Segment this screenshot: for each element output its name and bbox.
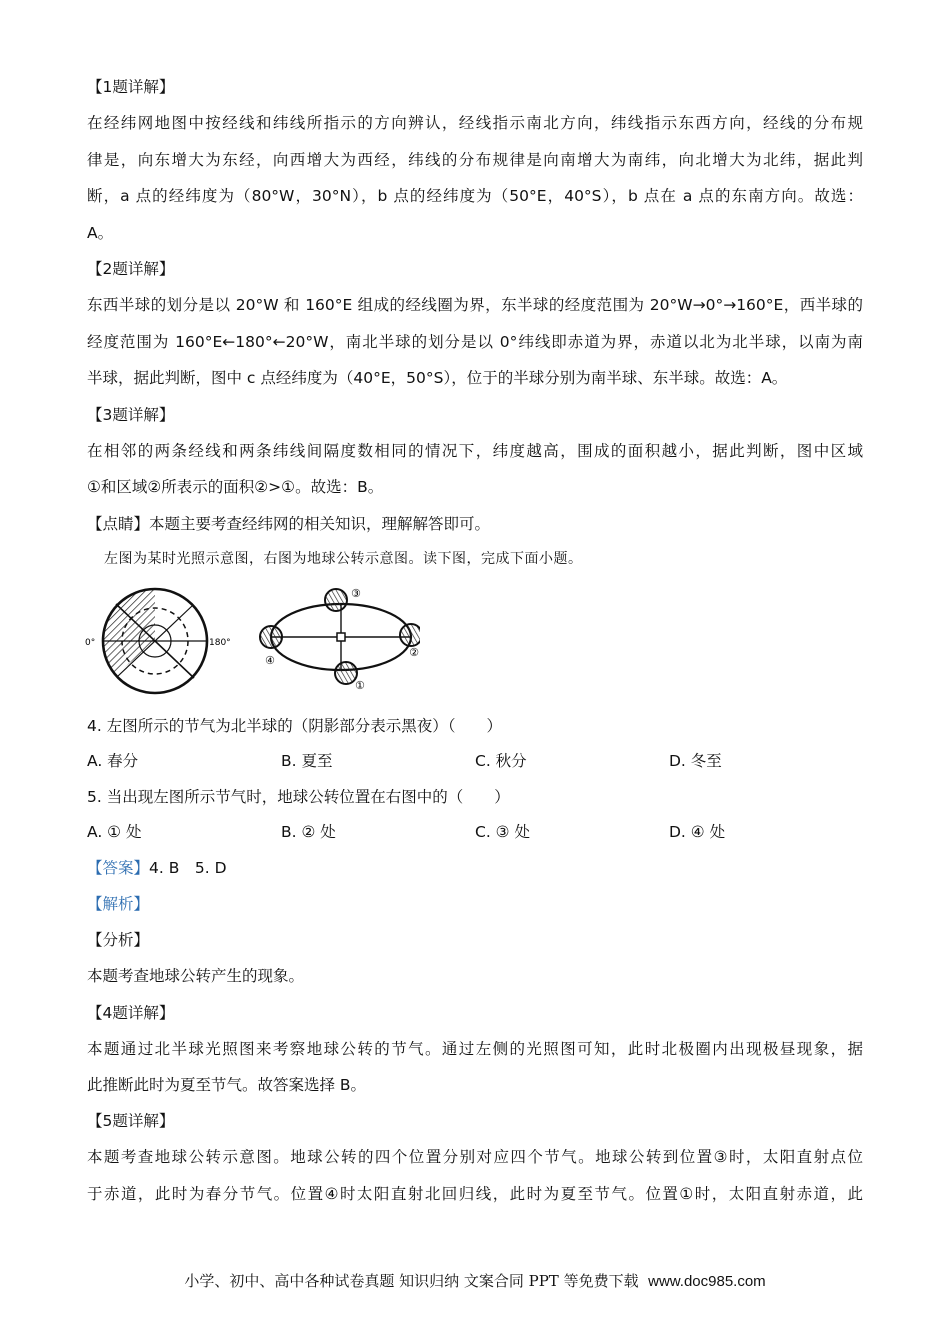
position-label: ① (355, 679, 365, 692)
earth-icon (335, 662, 357, 684)
sun-icon (337, 633, 345, 641)
paragraph-line: 律是，向东增大为东经，向西增大为西经，纬线的分布规律是向南增大为南纬，向北增大为北纬，据此判 (87, 151, 863, 169)
fenxi-label: 【分析】 (87, 931, 150, 949)
orbit-diagram (260, 587, 420, 692)
q5-option-a: A. ① 处 (87, 823, 142, 841)
q5-option-c: C. ③ 处 (475, 823, 530, 841)
paragraph-line: 半球，据此判断，图中 c 点经纬度为（40°E，50°S），位于的半球分别为南半球、东半球。故选：A。 (87, 369, 788, 387)
paragraph-line: 经度范围为 160°E←180°←20°W，南北半球的划分是以 0°纬线即赤道为界，赤道以北为北半球，以南为南 (87, 333, 863, 351)
heading-q1-detail: 【1题详解】 (87, 78, 175, 96)
paragraph-line: 东西半球的划分是以 20°W 和 160°E 组成的经线圈为界，东半球的经度范围为 20°W→0°→160°E，西半球的 (87, 296, 863, 314)
paragraph-line: A。 (87, 224, 114, 242)
night-shade (103, 589, 155, 675)
heading-q2-detail: 【2题详解】 (87, 260, 175, 278)
paragraph-line: ①和区域②所表示的面积②>①。故选：B。 (87, 478, 384, 496)
question-5: 5. 当出现左图所示节气时，地球公转位置在右图中的（ ） (87, 788, 510, 806)
paragraph-line: 在相邻的两条经线和两条纬线间隔度数相同的情况下，纬度越高，围成的面积越小，据此判断，图中区域 (87, 442, 863, 460)
earth-icon (325, 589, 347, 611)
answer-line (87, 858, 227, 878)
q4-option-d: D. 冬至 (669, 752, 722, 770)
page-footer (0, 1270, 950, 1291)
footer-site-link[interactable]: www.doc985.com (648, 1273, 766, 1290)
q5-option-b: B. ② 处 (281, 823, 336, 841)
fenxi-text: 本题考查地球公转产生的现象。 (87, 967, 305, 985)
illumination-diagram (85, 589, 231, 693)
paragraph-line: 本题考查地球公转示意图。地球公转的四个位置分别对应四个节气。地球公转到位置③时，太阳直射点位 (87, 1148, 863, 1166)
position-label: ② (409, 646, 419, 659)
dianjing-note: 【点睛】本题主要考查经纬网的相关知识，理解解答即可。 (87, 515, 491, 533)
position-label: ③ (351, 587, 361, 600)
paragraph-line: 于赤道，此时为春分节气。位置④时太阳直射北回归线，此时为夏至节气。位置①时，太阳直射赤道，此 (87, 1185, 863, 1203)
paragraph-line: 此推断此时为夏至节气。故答案选择 B。 (87, 1076, 367, 1094)
position-label: ④ (265, 654, 275, 667)
heading-q4-detail: 【4题详解】 (87, 1004, 175, 1022)
q4-option-a: A. 春分 (87, 752, 139, 770)
figure-illumination-and-orbit (85, 580, 420, 700)
earth-icon (400, 624, 420, 646)
q4-option-c: C. 秋分 (475, 752, 527, 770)
footer-text: 小学、初中、高中各种试卷真题 知识归纳 文案合同 PPT 等免费下载 (184, 1272, 639, 1290)
paragraph-line: 在经纬网地图中按经线和纬线所指示的方向辨认，经线指示南北方向，纬线指示东西方向，经线的分布规 (87, 114, 863, 132)
jiexi-label: 【解析】 (87, 895, 150, 913)
paragraph-line: 本题通过北半球光照图来考察地球公转的节气。通过左侧的光照图可知，此时北极圈内出现极昼现象，据 (87, 1040, 863, 1058)
question-intro: 左图为某时光照示意图，右图为地球公转示意图。读下图，完成下面小题。 (104, 551, 583, 567)
heading-q5-detail: 【5题详解】 (87, 1112, 175, 1130)
answer-text: 4. B 5. D (149, 859, 227, 877)
earth-icon (260, 626, 282, 648)
answer-label: 【答案】 (87, 859, 150, 877)
q5-option-d: D. ④ 处 (669, 823, 726, 841)
q4-option-b: B. 夏至 (281, 752, 333, 770)
label-180-degree: 180° (209, 638, 231, 648)
heading-q3-detail: 【3题详解】 (87, 406, 175, 424)
label-0-degree: 0° (85, 638, 96, 648)
question-4: 4. 左图所示的节气为北半球的（阴影部分表示黑夜）（ ） (87, 717, 502, 735)
paragraph-line: 断，a 点的经纬度为（80°W，30°N），b 点的经纬度为（50°E，40°S），b 点在 a 点的东南方向。故选： (87, 187, 863, 205)
